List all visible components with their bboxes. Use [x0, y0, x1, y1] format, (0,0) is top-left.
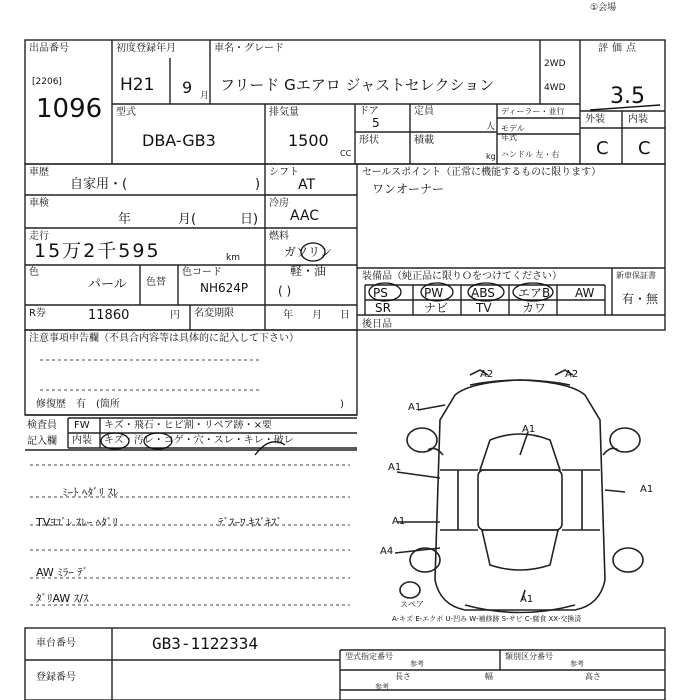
category-number-ref: 参考	[570, 660, 584, 668]
exterior-label: 外装	[585, 114, 605, 125]
mark-a1-rear: A1	[520, 594, 534, 605]
equip-navi: ナビ	[424, 301, 449, 315]
type-designation-label: 型式指定番号	[345, 652, 393, 661]
color-label: 色	[29, 267, 39, 278]
inspection-label: 車検	[29, 198, 49, 209]
mark-a4: A4	[380, 546, 394, 557]
corner-mark: ①会場	[590, 3, 617, 13]
mark-a1-left-rear: A1	[392, 516, 406, 527]
note-line-1: ﾐｰﾄ ﾍﾀﾞﾘ ｽﾚ	[62, 486, 119, 499]
displacement-unit: CC	[340, 149, 352, 158]
shift-label: シフト	[269, 167, 299, 178]
after-sale-label: 後日品	[362, 319, 392, 330]
equipment-label: 装備品（純正品に限りＯをつけてください）	[362, 271, 562, 282]
exterior-score: C	[596, 138, 609, 159]
new-car-warranty-value: 有・無	[622, 292, 659, 306]
first-reg-label: 初度登録年月	[116, 43, 176, 54]
notes-label: 注意事項申告欄（不具合内容等は具体的に記入して下さい）	[29, 333, 299, 344]
note-line-3: ﾃﾞｽｰﾜ ｷｽﾞｷｽﾞ	[218, 516, 282, 529]
spare-label: スペア	[400, 600, 424, 609]
shape-label: 形状	[359, 135, 379, 146]
size-width: 幅	[485, 672, 493, 681]
fuel-light-oil: 軽・油	[290, 264, 327, 278]
mark-a1-right-door: A1	[640, 484, 654, 495]
mark-a1-hood: A1	[522, 424, 536, 435]
sales-point-value: ワンオーナー	[372, 182, 445, 196]
equip-leather: カワ	[522, 301, 547, 315]
aircon-value: AAC	[290, 208, 320, 224]
inspector-fw: FW	[74, 420, 90, 431]
lot-label: 出品番号	[29, 43, 69, 54]
lot-number: 1096	[36, 94, 103, 124]
model-name: フリード Gエアロ ジャストセレクション	[220, 76, 495, 94]
note-line-5: ﾀﾞﾘAW ｽ/ｽ	[36, 592, 89, 605]
equip-aw: AW	[575, 286, 595, 300]
name-change-day: 日	[340, 310, 350, 321]
load-unit: kg	[486, 152, 496, 161]
mileage-label: 走行	[29, 231, 49, 242]
name-change-year: 年	[283, 310, 293, 321]
size-ref: 参考	[375, 683, 389, 691]
history-close: )	[255, 177, 261, 192]
doors-value: 5	[372, 116, 380, 130]
drive-4wd: 4WD	[544, 83, 566, 93]
size-length: 長さ	[395, 672, 411, 681]
displacement-value: 1500	[288, 131, 329, 150]
inspection-day: 日)	[240, 212, 259, 227]
note-line-2: TVﾖｺﾞﾚ ｽﾚｰ ﾍﾀﾞﾘ	[36, 516, 118, 529]
size-height: 高さ	[585, 672, 601, 681]
dealer-label: ディーラー・並行	[501, 107, 565, 116]
fuel-other: ( )	[278, 284, 292, 298]
category-number-label: 類別区分番号	[505, 652, 553, 661]
name-change-month: 月	[312, 310, 322, 321]
capacity-unit: 人	[486, 122, 496, 132]
load-label: 積載	[414, 135, 434, 146]
first-reg-month-unit: 月	[200, 91, 210, 101]
score-value: 3.5	[610, 84, 645, 109]
fuel-gasoline: ガソリン	[284, 245, 333, 259]
inspection-year: 年	[118, 212, 132, 227]
type-code-label: 型式	[116, 107, 136, 118]
color-code: NH624P	[200, 281, 249, 295]
inspector-entry-label: 記入欄	[27, 436, 57, 447]
mark-a1-left-door: A1	[388, 462, 402, 473]
type-designation-ref: 参考	[410, 660, 424, 668]
color-code-label: 色コード	[182, 267, 222, 278]
shift-value: AT	[298, 177, 316, 193]
registration-label: 登録番号	[36, 672, 76, 683]
inspector-interior-items: キズ・汚レ・コゲ・穴・スレ・キレ・破レ	[104, 435, 294, 446]
model-name-label: 車名・グレード	[214, 43, 284, 54]
recycle-value: 11860	[88, 308, 130, 323]
repair-history-close: )	[340, 399, 344, 410]
equip-pw: PW	[424, 286, 444, 300]
mark-a2-left: A2	[480, 369, 494, 380]
aircon-label: 冷房	[269, 198, 289, 209]
inspector-fw-items: キズ・飛石・ヒビ割・リペア跡・×要	[104, 420, 272, 431]
capacity-label: 定員	[414, 106, 434, 117]
note-line-4: AW ﾐﾗｰ ﾃﾞ	[36, 566, 89, 579]
equip-tv: TV	[476, 301, 492, 315]
lot-code: [2206]	[32, 77, 62, 87]
damage-legend: A-キズ E-エクボ U-凹み W-補修跡 S-サビ C-腐食 XX-交換済	[392, 615, 582, 623]
displacement-label: 排気量	[269, 107, 299, 118]
fuel-label: 燃料	[269, 231, 289, 242]
doors-label: ドア	[359, 106, 379, 117]
equip-ps: PS	[373, 286, 388, 300]
mileage-unit: km	[226, 253, 240, 263]
recycle-label: R券	[29, 308, 46, 319]
interior-label: 内装	[628, 114, 648, 125]
inspector-interior: 内装	[72, 435, 92, 446]
inspector-label: 検査員	[27, 420, 57, 431]
chassis-label: 車台番号	[36, 638, 76, 649]
recycle-unit: 円	[170, 310, 180, 321]
history-value: 自家用・(	[70, 177, 128, 192]
model-year-label: モデル年式	[501, 124, 525, 142]
sales-point-label: セールスポイント（正常に機能するものに限ります）	[362, 167, 602, 178]
car-diagram-outline	[395, 370, 643, 613]
equip-sr: SR	[375, 301, 391, 315]
interior-score: C	[638, 138, 651, 159]
color-value: パール	[88, 277, 127, 292]
handle-label: ハンドル 左・右	[501, 150, 560, 159]
type-code: DBA-GB3	[142, 131, 216, 150]
mark-a2-right: A2	[565, 369, 579, 380]
equip-abs: ABS	[471, 286, 495, 300]
first-reg-era: H21	[120, 75, 155, 95]
inspection-month: 月(	[178, 212, 197, 227]
mark-a1-front-left: A1	[408, 402, 422, 413]
name-change-label: 名変期限	[194, 308, 234, 319]
new-car-warranty-label: 新車保証書	[616, 271, 656, 280]
first-reg-month: 9	[182, 78, 193, 97]
equip-airbag: エアB	[518, 286, 551, 300]
history-label: 車歴	[29, 167, 49, 178]
drive-2wd: 2WD	[544, 59, 566, 69]
repair-history: 修復歴 有 (箇所	[36, 399, 120, 410]
chassis-number: GB3-1122334	[152, 634, 258, 653]
mileage-value: 15万2千595	[34, 240, 161, 262]
color-change-label: 色替	[146, 277, 166, 288]
score-label: 評価点	[598, 43, 640, 54]
